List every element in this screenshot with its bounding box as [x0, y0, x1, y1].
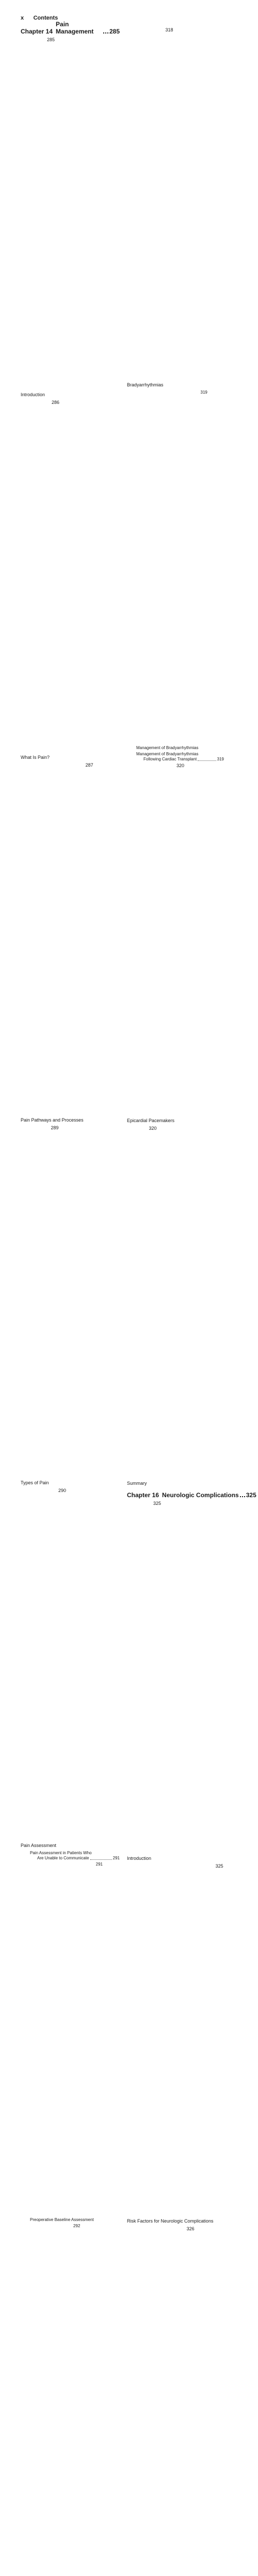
ch14-entries	[21, 37, 120, 2576]
chapter-heading-14[interactable]	[21, 21, 120, 35]
toc-subentry-label: Management of Bradyarrhythmias	[136, 752, 199, 756]
toc-entry[interactable]	[21, 37, 120, 398]
toc-entry-page: 285	[47, 37, 55, 42]
toc-entry-label: Epicardial Pacemakers	[127, 1118, 175, 1123]
toc-subentry-label-cont: Following Cardiac Transplant	[143, 757, 197, 761]
toc-subentry-page: 292	[73, 2224, 80, 2228]
toc-entry[interactable]	[21, 762, 120, 1123]
chapter-number: Chapter 16	[127, 1492, 159, 1499]
toc-entry-page: 318	[165, 27, 173, 32]
toc-subentry[interactable]	[21, 1862, 120, 2223]
toc-subentry-label-cont: Are Unable to Communicate	[37, 1856, 89, 1860]
chapter-number: Chapter 14	[21, 28, 53, 35]
toc-entry-page: 289	[51, 1125, 59, 1130]
chapter-page: 325	[246, 1492, 256, 1499]
toc-subentry[interactable]	[127, 390, 224, 751]
toc-entry-label: Introduction	[21, 392, 45, 397]
toc-entry-label: What Is Pain?	[21, 755, 50, 760]
left-column	[21, 21, 120, 2576]
toc-subentry[interactable]	[127, 752, 224, 762]
toc-subentry-page: 319	[217, 757, 224, 761]
toc-entry-page: 320	[149, 1126, 157, 1131]
toc-entry[interactable]	[127, 763, 224, 1124]
toc-subentry[interactable]	[21, 2224, 120, 2576]
toc-entry[interactable]	[21, 1125, 120, 1486]
toc-subentry-label: Pain Assessment in Patients Who	[30, 1851, 92, 1855]
page-number: x	[21, 15, 24, 21]
toc-subentry-page: 319	[200, 390, 207, 395]
chapter-page: 285	[109, 28, 120, 35]
toc-entry[interactable]	[127, 27, 224, 388]
toc-entry-label: Pain Assessment	[21, 1843, 57, 1848]
page-header	[21, 13, 243, 22]
running-title: Contents	[33, 15, 58, 21]
toc-entry-page: 325	[153, 1501, 162, 1506]
toc-entry-label: Bradyarrhythmias	[127, 382, 164, 387]
dot-leader	[240, 1496, 245, 1497]
toc-entry-page: 287	[85, 762, 93, 768]
toc-subentry-label: Preoperative Baseline Assessment	[30, 2217, 94, 2222]
toc-entry-label: Pain Pathways and Processes	[21, 1117, 84, 1123]
toc-subentry[interactable]	[21, 1851, 120, 1861]
dot-leader	[198, 760, 216, 761]
toc-entry-label: Risk Factors for Neurologic Complications	[127, 2218, 214, 2224]
toc-entry-page: 286	[52, 400, 60, 405]
toc-entry-label: Summary	[127, 1481, 147, 1486]
chapter-heading-16[interactable]	[127, 1492, 256, 1499]
dot-leader	[103, 32, 108, 33]
toc-entry-label: Types of Pain	[21, 1480, 49, 1485]
toc-subentry-page: 291	[112, 1856, 120, 1860]
toc-entry-page: 325	[215, 1863, 223, 1869]
toc-entry[interactable]	[127, 1501, 224, 1861]
dot-leader	[90, 1859, 112, 1860]
toc-entry[interactable]	[21, 1488, 120, 1849]
right-column	[127, 26, 256, 2576]
toc-subentry-label: Management of Bradyarrhythmias	[136, 745, 199, 750]
toc-entry-page: 320	[176, 763, 185, 768]
toc-entry[interactable]	[127, 2226, 224, 2576]
chapter-title: Neurologic Complications	[162, 1492, 239, 1499]
toc-entry[interactable]	[21, 400, 120, 760]
toc-entry-page: 290	[58, 1488, 67, 1493]
toc-entry[interactable]	[127, 1863, 224, 2224]
toc-entry-label: Introduction	[127, 1856, 152, 1861]
toc-subentry-page: 291	[95, 1862, 103, 1867]
chapter-title: Pain Management	[56, 21, 94, 35]
toc-entry[interactable]	[127, 1126, 224, 1486]
toc-entry-page: 326	[186, 2226, 195, 2231]
